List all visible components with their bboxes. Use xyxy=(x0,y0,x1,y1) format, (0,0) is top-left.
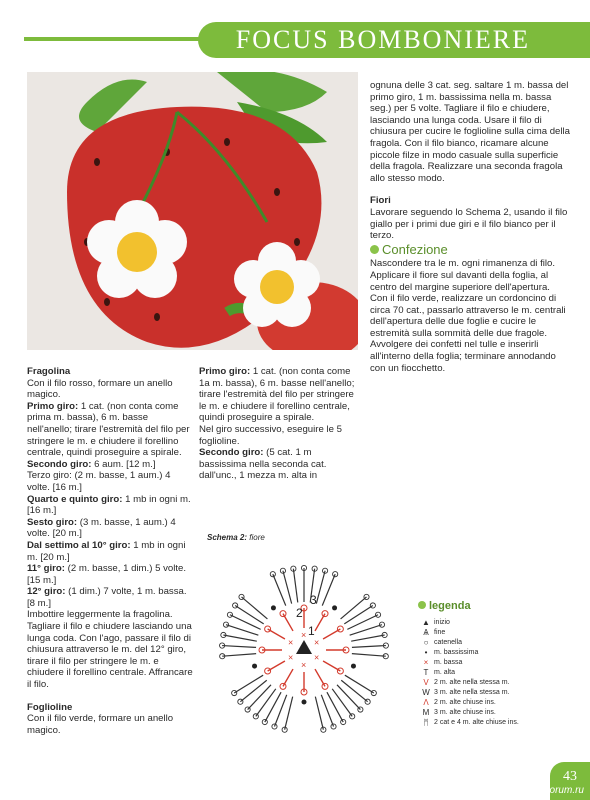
crochet-diagram xyxy=(200,542,415,757)
legend xyxy=(418,600,578,728)
single-crochet-mark: × xyxy=(301,660,307,670)
foglioline-row-2 xyxy=(199,424,359,447)
chain-mark xyxy=(265,668,271,674)
single-crochet-mark: × xyxy=(301,630,307,640)
confezione-title: Confezione xyxy=(382,241,448,257)
legend-item xyxy=(418,718,578,728)
legend-item xyxy=(418,628,578,638)
row-label: Secondo giro: xyxy=(27,458,92,470)
strawberry-illustration xyxy=(27,72,358,350)
single-crochet-mark: × xyxy=(313,652,320,663)
legend-label: m. alta xyxy=(434,669,456,676)
petal-stitch-mark xyxy=(240,680,266,701)
chain-mark xyxy=(375,612,380,617)
single-crochet-mark: × xyxy=(313,637,320,648)
row-text: 6 aum. [12 m.] xyxy=(91,458,156,470)
stitch-symbol-icon: V xyxy=(423,678,429,687)
petal-stitch-mark xyxy=(265,692,281,722)
petal-stitch-mark xyxy=(274,695,286,727)
row-text: 1 cat. (non conta come 1a m. bassa), 6 m. basse nell'anello; tirare l'estremità del filo per stringere le m. e chiudere il forellino centrale, quindi proseguire a spirale. xyxy=(199,366,355,424)
stitch-symbol-icon: M xyxy=(422,708,430,717)
fragolina-row-1 xyxy=(27,401,195,459)
page-title: FOCUS BOMBONIERE xyxy=(235,25,530,54)
chain-mark xyxy=(239,594,244,599)
page-number: 43 xyxy=(550,762,590,800)
schema-caption xyxy=(207,533,265,542)
petal-stitch-mark xyxy=(223,635,256,641)
confezione-heading xyxy=(370,241,570,257)
chain-mark xyxy=(233,603,238,608)
fragolina-row-3 xyxy=(27,470,195,493)
petal-stitch-mark xyxy=(242,597,268,619)
slip-stitch-mark xyxy=(252,664,257,669)
row-text: 1 mb in ogni m. [16 m.] xyxy=(27,493,191,517)
stitch-symbol-icon: W xyxy=(422,688,430,697)
legend-title: legenda xyxy=(429,600,471,612)
foglioline-row-3 xyxy=(199,447,359,482)
chain-mark xyxy=(370,603,375,608)
legend-item xyxy=(418,668,578,678)
petal-stitch-mark xyxy=(285,697,293,730)
chain-mark xyxy=(232,690,237,695)
petal-stitch-mark xyxy=(235,605,264,623)
fiori-heading: Fiori xyxy=(370,195,391,207)
petal-stitch-mark xyxy=(321,695,333,727)
fragolina-row-8 xyxy=(27,586,195,609)
fragolina-row-5 xyxy=(27,517,195,540)
legend-label: inizio xyxy=(434,619,450,626)
petal-stitch-mark xyxy=(352,646,386,648)
legend-item xyxy=(418,698,578,708)
petal-stitch-mark xyxy=(327,692,343,722)
chain-mark xyxy=(265,626,271,632)
petal-stitch-mark xyxy=(222,646,256,648)
legend-label: 2 cat e 4 m. alte chiuse ins. xyxy=(434,719,519,726)
legend-label: m. bassa xyxy=(434,659,463,666)
legend-label: 3 m. alte chiuse ins. xyxy=(434,709,496,716)
legend-item xyxy=(418,618,578,628)
legend-label: 3 m. alte nella stessa m. xyxy=(434,689,510,696)
stitch-symbol-icon: ▲ xyxy=(422,618,430,627)
row-text: Terzo giro: (2 m. basse, 1 aum.) 4 volte. [16 m.] xyxy=(27,470,171,493)
petal-stitch-mark xyxy=(344,605,373,623)
stitch-symbol-icon: Ѧ xyxy=(423,628,429,637)
row-label: Secondo giro: xyxy=(199,447,264,459)
stitch-symbol-icon: ᛗ xyxy=(423,718,429,727)
round-label-3: 3 xyxy=(310,593,317,607)
row-label: Sesto giro: xyxy=(27,516,78,528)
row-text: (3 m. basse, 1 aum.) 4 volte. [20 m.] xyxy=(27,516,176,540)
foglioline-continuation: ognuna delle 3 cat. seg. saltare 1 m. bassa del primo giro, 1 m. bassissima nella m. bassa seg.) per 5 volte. Tagliare il filo e chiudere, lasciando una lunga coda. Usare il filo di chiusura per cucire le foglioline sulla cima della fragola. Con il filo bianco, ricamare alcune piccole filze in modo casuale sulla superficie della fragola. Realizzare una seconda fragola allo stesso modo. xyxy=(370,80,570,184)
petal-stitch-mark xyxy=(341,597,367,619)
legend-item xyxy=(418,678,578,688)
petal-stitch-mark xyxy=(315,697,323,730)
row-text: Nel giro successivo, eseguire le 5 foglioline. xyxy=(199,423,342,447)
petal-stitch-mark xyxy=(341,680,367,701)
legend-item xyxy=(418,638,578,648)
start-marker-icon xyxy=(296,640,312,654)
petal-stitch-mark xyxy=(316,571,325,604)
legend-list xyxy=(418,618,578,728)
bullet-dot-icon xyxy=(370,245,379,254)
chain-mark xyxy=(371,690,376,695)
slip-stitch-mark xyxy=(271,605,276,610)
foglioline-heading: Foglioline xyxy=(27,701,73,713)
stitch-symbol-icon: ○ xyxy=(423,638,429,647)
row-text: (2 m. basse, 1 dim.) 5 volte. [15 m.] xyxy=(27,563,187,586)
slip-stitch-mark xyxy=(302,700,307,705)
legend-item xyxy=(418,658,578,668)
legend-label: 2 m. alte nella stessa m. xyxy=(434,679,510,686)
row-label: 11° giro: xyxy=(27,563,65,575)
petal-stitch-mark xyxy=(293,569,297,603)
round-label-2: 2 xyxy=(296,606,303,620)
chain-mark xyxy=(331,724,336,729)
bullet-dot-icon xyxy=(418,601,426,609)
fiori-text: Lavorare seguendo lo Schema 2, usando il filo giallo per i primi due giri e il filo bianco per il terzo. xyxy=(370,206,568,242)
legend-item xyxy=(418,648,578,658)
schema-label: Schema 2: xyxy=(207,533,248,542)
petal-stitch-mark xyxy=(248,685,271,710)
column-2 xyxy=(199,366,359,482)
legend-label: catenella xyxy=(434,639,463,646)
petal-stitch-mark xyxy=(256,689,276,717)
row-text: 1 cat. (non conta come prima m. bassa), 6 m. basse nell'anello; tirare l'estremità del filo per stringere le m. e chiudere il forellino centrale, quindi proseguire a spirale. xyxy=(27,400,190,459)
fragolina-row-6 xyxy=(27,540,195,563)
chain-mark xyxy=(272,724,277,729)
chain-mark xyxy=(227,612,232,617)
petal-stitch-mark xyxy=(322,574,335,605)
row-label: Dal settimo al 10° giro: xyxy=(27,539,131,551)
foglioline-text: Con il filo verde, formare un anello magico. xyxy=(27,713,174,736)
column-1 xyxy=(27,366,195,736)
row-text: (1 dim.) 7 volte, 1 m. bassa. [8 m.] xyxy=(27,586,187,609)
petal-stitch-mark xyxy=(332,689,352,717)
legend-item xyxy=(418,708,578,718)
fragolina-intro: Con il filo rosso, formare un anello magico. xyxy=(27,377,173,401)
stitch-symbol-icon: × xyxy=(423,658,429,667)
slip-stitch-mark xyxy=(351,664,356,669)
petal-stitch-mark xyxy=(337,685,360,710)
confezione-text: Nascondere tra le m. ogni rimanenza di filo. Applicare il fiore sul davanti della foglia, al centro del margine superiore dell'apertura. Con il filo verde, realizzare un cordoncino di circa 70 cat., passarlo attraverso le m. centrali dell'apertura delle due foglie e cucire le estremità sulla sommità delle due fragole. Avvolgere dei confetti nel tulle e inserirli all'interno della foglia; terminare annodando con un fiocchetto. xyxy=(370,258,566,374)
single-crochet-mark: × xyxy=(288,652,294,663)
single-crochet-mark: × xyxy=(288,637,294,648)
row-label: Primo giro: xyxy=(27,400,79,412)
petal-stitch-mark xyxy=(273,574,286,605)
row-label: Quarto e quinto giro: xyxy=(27,493,123,505)
row-label: Primo giro: xyxy=(199,366,251,377)
strawberry-photo xyxy=(27,72,358,350)
petal-stitch-mark xyxy=(345,675,374,693)
crochet-chart xyxy=(200,542,415,757)
column-3 xyxy=(370,80,570,374)
fragolina-row-2 xyxy=(27,459,195,471)
fragolina-row-4 xyxy=(27,494,195,517)
schema-name: fiore xyxy=(249,533,265,542)
row-text: 1 mb in ogni m. [20 m.] xyxy=(27,539,186,563)
stitch-symbol-icon: Λ xyxy=(423,698,429,707)
stitch-symbol-icon: T xyxy=(423,668,429,677)
watermark: PassionForum.ru xyxy=(507,785,584,796)
fragolina-row-7 xyxy=(27,563,195,586)
legend-item xyxy=(418,688,578,698)
petal-stitch-mark xyxy=(283,571,292,604)
slip-stitch-mark xyxy=(332,605,337,610)
fragolina-heading: Fragolina xyxy=(27,366,71,377)
row-label: 12° giro: xyxy=(27,586,66,598)
petal-stitch-mark xyxy=(351,635,384,641)
legend-heading xyxy=(418,600,578,612)
petal-stitch-mark xyxy=(352,654,386,657)
round-label-1: 1 xyxy=(308,624,315,638)
legend-label: fine xyxy=(434,629,446,636)
legend-label: m. bassissima xyxy=(434,649,479,656)
petal-stitch-mark xyxy=(222,654,256,657)
chain-mark xyxy=(245,707,250,712)
stitch-symbol-icon: • xyxy=(424,648,428,657)
legend-label: 2 m. alte chiuse ins. xyxy=(434,699,496,706)
fragolina-closing: Imbottire leggermente la fragolina. Tagliare il filo e chiudere lasciando una lunga coda. Con l'ago, passare il filo di chiusura attraverso le m. del 12° giro, tirare il filo per stringere le m. e chiudere il forellino centrale. Affrancare il filo. xyxy=(27,609,193,691)
row-text: (5 cat. 1 m bassissima nella seconda cat. dall'unc., 1 mezza m. alta in xyxy=(199,447,327,482)
chain-mark xyxy=(358,707,363,712)
foglioline-row-1 xyxy=(199,366,359,424)
header-band xyxy=(0,22,590,58)
petal-stitch-mark xyxy=(234,675,263,693)
chain-mark xyxy=(364,594,369,599)
